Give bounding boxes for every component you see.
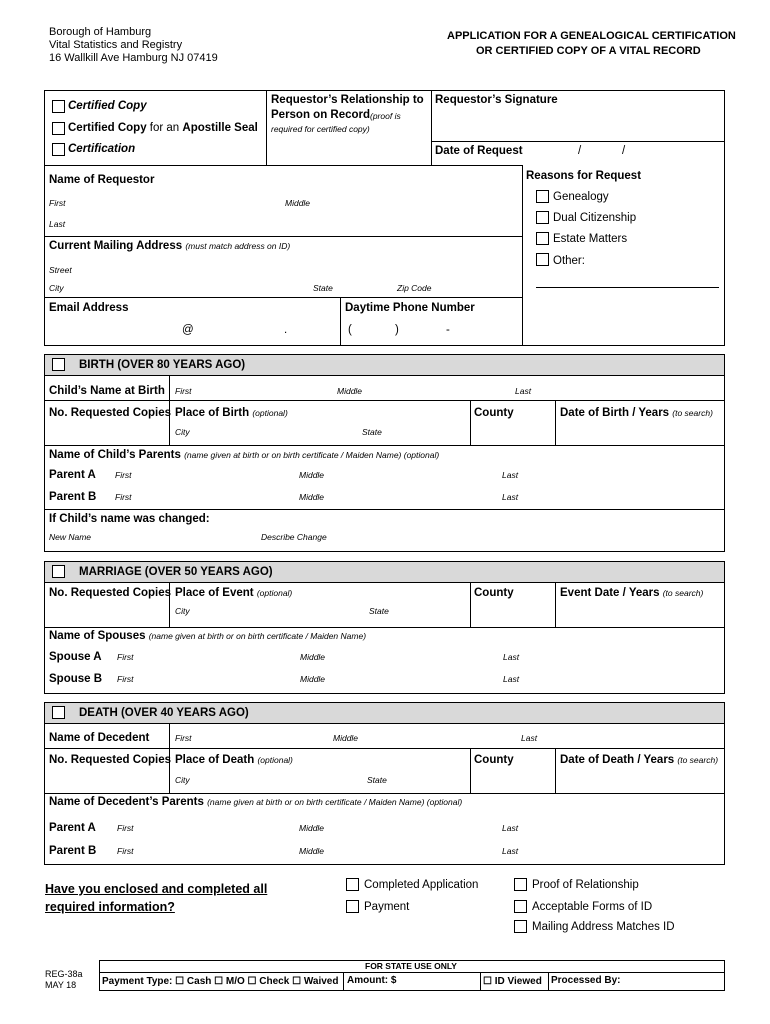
birth-first: First	[175, 386, 192, 396]
spouse-b-label: Spouse B	[49, 673, 103, 685]
death-county-label: County	[474, 754, 514, 766]
birth-copies-label: No. Requested Copies	[49, 407, 172, 419]
phone-paren-open: (	[348, 324, 352, 336]
death-parent-a-middle: Middle	[299, 823, 325, 833]
death-middle: Middle	[333, 733, 359, 743]
birth-parent-b: Parent B	[49, 491, 97, 503]
birth-city: City	[175, 427, 190, 437]
death-parent-a-first: First	[117, 823, 134, 833]
marriage-place-label: Place of Event (optional)	[175, 587, 293, 599]
death-parent-b-middle: Middle	[299, 846, 325, 856]
describe-change-label: Describe Change	[261, 532, 327, 542]
relationship-note-2: required for certified copy)	[271, 124, 370, 134]
signature-label: Requestor’s Signature	[435, 94, 558, 106]
spouse-a-first: First	[117, 652, 134, 662]
requestor-first: First	[49, 198, 66, 208]
certification-checkbox[interactable]	[52, 143, 65, 156]
completed-application-checkbox[interactable]	[346, 878, 359, 891]
checklist-question-2: required information?	[45, 900, 175, 914]
birth-parent-b-last: Last	[502, 492, 519, 502]
reasons-title: Reasons for Request	[526, 170, 642, 182]
processed-by-label: Processed By:	[551, 975, 621, 986]
birth-parent-a: Parent A	[49, 469, 96, 481]
death-first: First	[175, 733, 192, 743]
marriage-event-date-label: Event Date / Years (to search)	[560, 587, 704, 599]
birth-parent-b-middle: Middle	[299, 492, 325, 502]
marriage-checkbox[interactable]	[52, 565, 65, 578]
spouse-a-last: Last	[503, 652, 520, 662]
birth-parent-a-middle: Middle	[299, 470, 325, 480]
death-place-label: Place of Death (optional)	[175, 754, 293, 766]
reason-estate-checkbox[interactable]	[536, 232, 549, 245]
mailing-address-checkbox[interactable]	[514, 920, 527, 933]
marriage-state: State	[369, 606, 389, 616]
spouse-b-middle: Middle	[300, 674, 326, 684]
requestor-middle: Middle	[285, 198, 311, 208]
email-at: @	[182, 324, 194, 336]
death-parent-a-last: Last	[502, 823, 519, 833]
apostille-checkbox[interactable]	[52, 122, 65, 135]
birth-parent-a-last: Last	[502, 470, 519, 480]
state-label: State	[313, 283, 333, 293]
death-copies-label: No. Requested Copies	[49, 754, 172, 766]
completed-application-label: Completed Application	[364, 879, 479, 891]
acceptable-id-checkbox[interactable]	[514, 900, 527, 913]
marriage-county-label: County	[474, 587, 514, 599]
reason-genealogy-label: Genealogy	[553, 191, 609, 203]
death-state: State	[367, 775, 387, 785]
birth-dob-label: Date of Birth / Years (to search)	[560, 407, 713, 419]
new-name-label: New Name	[49, 532, 92, 542]
reason-dual-citizenship-label: Dual Citizenship	[553, 212, 637, 224]
requestor-name-label: Name of Requestor	[49, 174, 155, 186]
reason-estate-label: Estate Matters	[553, 233, 628, 245]
birth-county-label: County	[474, 407, 514, 419]
form-id: REG-38a	[45, 969, 83, 979]
birth-header: BIRTH (OVER 80 YEARS AGO)	[79, 359, 246, 371]
phone-dash: -	[446, 324, 450, 336]
date-sep-2: /	[622, 145, 626, 157]
requestor-last: Last	[49, 219, 66, 229]
reason-dual-citizenship-checkbox[interactable]	[536, 211, 549, 224]
death-parent-a: Parent A	[49, 822, 96, 834]
city-label: City	[49, 283, 64, 293]
reason-other-checkbox[interactable]	[536, 253, 549, 266]
reason-other-label: Other:	[553, 255, 585, 267]
decedent-label: Name of Decedent	[49, 732, 150, 744]
payment-label: Payment	[364, 901, 410, 913]
spouse-b-first: First	[117, 674, 134, 684]
name-changed-label: If Child’s name was changed:	[49, 513, 210, 525]
marriage-city: City	[175, 606, 190, 616]
proof-relationship-checkbox[interactable]	[514, 878, 527, 891]
certification-label: Certification	[68, 143, 136, 155]
marriage-header: MARRIAGE (OVER 50 YEARS AGO)	[79, 566, 273, 578]
apostille-label: Certified Copy for an Apostille Seal	[68, 122, 258, 134]
spouse-a-label: Spouse A	[49, 651, 102, 663]
amount-label: Amount: $	[347, 975, 397, 986]
mailing-label: Current Mailing Address (must match address on ID)	[49, 240, 291, 252]
certified-copy-label: Certified Copy	[68, 100, 147, 112]
death-checkbox[interactable]	[52, 706, 65, 719]
zip-label: Zip Code	[397, 283, 432, 293]
payment-type: Payment Type: ☐ Cash ☐ M/O ☐ Check ☐ Waived	[102, 976, 339, 987]
relationship-label-2: Person on Record	[271, 109, 371, 121]
birth-middle: Middle	[337, 386, 363, 396]
form-title: APPLICATION FOR A GENEALOGICAL CERTIFICATION	[447, 30, 736, 42]
org-dept: Vital Statistics and Registry	[49, 39, 183, 51]
marriage-copies-label: No. Requested Copies	[49, 587, 172, 599]
decedent-parents-label: Name of Decedent’s Parents (name given at birth or on birth certificate / Maiden Name) (optional)	[49, 796, 463, 808]
birth-parent-b-first: First	[115, 492, 132, 502]
birth-checkbox[interactable]	[52, 358, 65, 371]
spouses-label: Name of Spouses (name given at birth or on birth certificate / Maiden Name)	[49, 630, 367, 642]
death-header: DEATH (OVER 40 YEARS AGO)	[79, 707, 249, 719]
death-parent-b: Parent B	[49, 845, 97, 857]
checklist-question: Have you enclosed and completed all	[45, 882, 268, 896]
mailing-address-label: Mailing Address Matches ID	[532, 921, 675, 933]
email-label: Email Address	[49, 302, 129, 314]
death-parent-b-first: First	[117, 846, 134, 856]
birth-last: Last	[515, 386, 532, 396]
org-name: Borough of Hamburg	[49, 26, 152, 38]
child-parents-label: Name of Child’s Parents (name given at birth or on birth certificate / Maiden Name) (optional)	[49, 449, 440, 461]
certified-copy-checkbox[interactable]	[52, 100, 65, 113]
org-address: 16 Wallkill Ave Hamburg NJ 07419	[49, 52, 218, 64]
death-parent-b-last: Last	[502, 846, 519, 856]
death-dod-label: Date of Death / Years (to search)	[560, 754, 719, 766]
spouse-b-last: Last	[503, 674, 520, 684]
email-dot: .	[284, 324, 288, 336]
phone-label: Daytime Phone Number	[345, 302, 475, 314]
date-label: Date of Request	[435, 145, 523, 157]
form-date: MAY 18	[45, 980, 77, 990]
state-use-label: FOR STATE USE ONLY	[365, 961, 457, 971]
phone-paren-close: )	[395, 324, 399, 336]
reason-other-line[interactable]	[536, 287, 719, 288]
form-subtitle: OR CERTIFIED COPY OF A VITAL RECORD	[476, 45, 701, 57]
id-viewed-label: ☐ ID Viewed	[483, 976, 542, 987]
birth-parent-a-first: First	[115, 470, 132, 480]
birth-state: State	[362, 427, 382, 437]
relationship-note: (proof is	[370, 111, 401, 121]
date-sep-1: /	[578, 145, 582, 157]
birth-place-label: Place of Birth (optional)	[175, 407, 288, 419]
spouse-a-middle: Middle	[300, 652, 326, 662]
street-label: Street	[49, 265, 72, 275]
payment-checkbox[interactable]	[346, 900, 359, 913]
death-last: Last	[521, 733, 538, 743]
child-name-label: Child’s Name at Birth	[49, 385, 165, 397]
relationship-label: Requestor’s Relationship to	[271, 94, 424, 106]
reason-genealogy-checkbox[interactable]	[536, 190, 549, 203]
proof-relationship-label: Proof of Relationship	[532, 879, 639, 891]
acceptable-id-label: Acceptable Forms of ID	[532, 901, 653, 913]
death-city: City	[175, 775, 190, 785]
